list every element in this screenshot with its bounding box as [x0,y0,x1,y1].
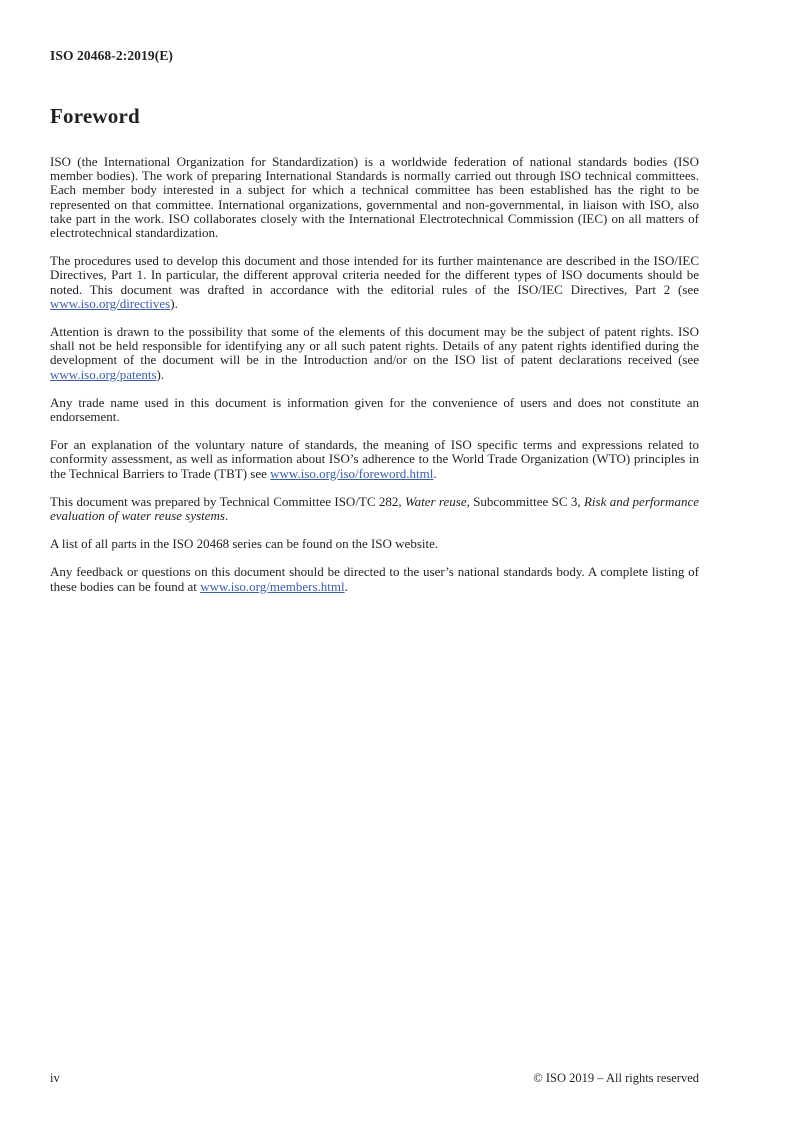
paragraph-text: Any feedback or questions on this document should be directed to the user’s national standards body. A complete listing of these bodies can be found at [50,564,699,594]
paragraph-text: ). [170,295,178,311]
paragraph-text: ISO (the International Organization for Standardization) is a worldwide federation of national standards bodies (ISO member bodies). The work of preparing International Standards is normally carried out through ISO technical committees. Each member body interested in a subject for which a technical committee has been established has the right to be represented on that committee. International organizations, governmental and non-governmental, in liaison with ISO, also take part in the work. ISO collaborates closely with the International Electrotechnical Commission (IEC) on all matters of electrotechnical standardization. [50,154,699,241]
link-iso-foreword[interactable]: www.iso.org/iso/foreword.html [270,465,434,481]
paragraph-feedback [50,565,699,593]
paragraph-text: . [433,465,437,481]
link-iso-directives[interactable]: www.iso.org/directives [50,295,171,311]
paragraph-iso-federation [50,155,699,240]
page-title: Foreword [50,104,140,128]
paragraph-text: A list of all parts in the ISO 20468 series can be found on the ISO website. [50,536,439,552]
page-number: iv [50,1071,60,1085]
copyright-notice: © ISO 2019 – All rights reserved [533,1071,699,1085]
paragraph-trade-name [50,396,699,424]
paragraph-series-list [50,537,699,551]
subcommittee-name-italic: Risk and performance evaluation of water reuse systems [50,493,699,524]
paragraph-text: , Subcommittee SC 3, [466,493,584,509]
paragraph-text: . [344,578,348,594]
paragraph-text: Attention is drawn to the possibility that some of the elements of this document may be the subject of patent rights. ISO shall not be held responsible for identifying any or all such patent rights. Details of any patent rights identified during the development of the document will be in the Introduction and/or on the ISO list of patent declarations received (see [50,324,699,368]
paragraph-patent-rights [50,325,699,382]
paragraph-voluntary-nature [50,438,699,481]
paragraph-text: Any trade name used in this document is information given for the convenience of users and does not constitute an endorsement. [50,394,699,425]
doc-number: ISO 20468-2:2019(E) [50,48,174,63]
link-iso-patents[interactable]: www.iso.org/patents [50,366,157,382]
paragraph-text: The procedures used to develop this document and those intended for its further maintenance are described in the ISO/IEC Directives, Part 1. In particular, the different approval criteria needed for the different types of ISO documents should be noted. This document was drafted in accordance with the editorial rules of the ISO/IEC Directives, Part 2 (see [50,253,699,297]
paragraph-committee [50,495,699,523]
paragraph-text: ). [156,366,165,382]
paragraph-procedures [50,254,699,311]
committee-name-italic: Water reuse [404,493,467,509]
paragraph-text: This document was prepared by Technical Committee ISO/TC 282, [50,493,405,509]
link-iso-members[interactable]: www.iso.org/members.html [200,578,345,594]
page-footer [50,1071,699,1086]
paragraph-text: For an explanation of the voluntary nature of standards, the meaning of ISO specific terms and expressions related to conformity assessment, as well as information about ISO’s adherence to the World Trade Organization (WTO) principles in the Technical Barriers to Trade (TBT) see [50,437,699,481]
paragraph-text: . [225,508,229,524]
